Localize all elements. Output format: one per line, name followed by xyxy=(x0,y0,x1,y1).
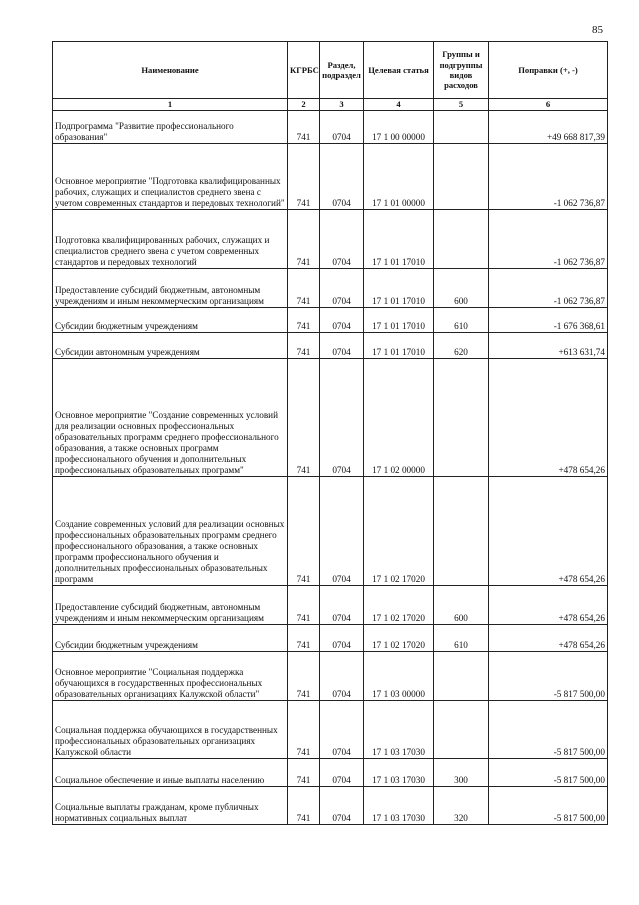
row-target: 17 1 03 00000 xyxy=(364,652,434,701)
row-kgrbs: 741 xyxy=(288,144,320,210)
row-name: Социальные выплаты гражданам, кроме публичных нормативных социальных выплат xyxy=(53,787,288,825)
table-row xyxy=(53,269,608,308)
row-kgrbs: 741 xyxy=(288,477,320,586)
row-amount: -5 817 500,00 xyxy=(489,652,608,701)
row-name: Подготовка квалифицированных рабочих, служащих и специалистов среднего звена с учетом современных стандартов и передовых технологий xyxy=(53,210,288,269)
table-row xyxy=(53,333,608,359)
table-row xyxy=(53,652,608,701)
row-name: Социальная поддержка обучающихся в государственных профессиональных образовательных организациях Калужской области xyxy=(53,701,288,759)
row-group: 610 xyxy=(434,625,489,652)
table-row xyxy=(53,759,608,787)
row-kgrbs: 741 xyxy=(288,701,320,759)
header-section: Раздел, подраздел xyxy=(320,42,364,99)
table-row xyxy=(53,625,608,652)
row-amount: -5 817 500,00 xyxy=(489,787,608,825)
row-kgrbs: 741 xyxy=(288,308,320,333)
row-target: 17 1 01 00000 xyxy=(364,144,434,210)
row-target: 17 1 01 17010 xyxy=(364,308,434,333)
row-amount: -1 062 736,87 xyxy=(489,269,608,308)
row-amount: +478 654,26 xyxy=(489,477,608,586)
row-name: Предоставление субсидий бюджетным, автономным учреждениям и иным некоммерческим организациям xyxy=(53,586,288,625)
row-target: 17 1 01 17010 xyxy=(364,333,434,359)
row-section: 0704 xyxy=(320,111,364,144)
row-kgrbs: 741 xyxy=(288,269,320,308)
column-number: 5 xyxy=(434,99,489,111)
row-amount: +49 668 817,39 xyxy=(489,111,608,144)
row-kgrbs: 741 xyxy=(288,210,320,269)
row-group xyxy=(434,652,489,701)
row-target: 17 1 02 17020 xyxy=(364,586,434,625)
column-number-row xyxy=(53,99,608,111)
row-section: 0704 xyxy=(320,210,364,269)
row-name: Субсидии бюджетным учреждениям xyxy=(53,625,288,652)
row-target: 17 1 02 17020 xyxy=(364,625,434,652)
row-section: 0704 xyxy=(320,269,364,308)
row-name: Субсидии бюджетным учреждениям xyxy=(53,308,288,333)
table-row xyxy=(53,477,608,586)
table-row xyxy=(53,586,608,625)
table-row xyxy=(53,144,608,210)
row-group xyxy=(434,210,489,269)
column-number: 1 xyxy=(53,99,288,111)
row-kgrbs: 741 xyxy=(288,586,320,625)
row-name: Подпрограмма "Развитие профессионального образования" xyxy=(53,111,288,144)
row-group xyxy=(434,111,489,144)
header-target: Целевая статья xyxy=(364,42,434,99)
row-amount: -5 817 500,00 xyxy=(489,759,608,787)
row-kgrbs: 741 xyxy=(288,787,320,825)
column-number: 2 xyxy=(288,99,320,111)
row-group: 620 xyxy=(434,333,489,359)
row-kgrbs: 741 xyxy=(288,652,320,701)
page-number: 85 xyxy=(592,24,603,36)
row-target: 17 1 03 17030 xyxy=(364,759,434,787)
table-row xyxy=(53,701,608,759)
row-group xyxy=(434,359,489,477)
column-number: 3 xyxy=(320,99,364,111)
row-section: 0704 xyxy=(320,787,364,825)
row-amount: +478 654,26 xyxy=(489,359,608,477)
row-kgrbs: 741 xyxy=(288,333,320,359)
column-number: 4 xyxy=(364,99,434,111)
row-target: 17 1 00 00000 xyxy=(364,111,434,144)
row-group: 600 xyxy=(434,269,489,308)
table-row xyxy=(53,111,608,144)
table-row xyxy=(53,787,608,825)
row-kgrbs: 741 xyxy=(288,359,320,477)
row-section: 0704 xyxy=(320,144,364,210)
row-amount: -1 062 736,87 xyxy=(489,144,608,210)
row-section: 0704 xyxy=(320,359,364,477)
row-name: Социальное обеспечение и иные выплаты населению xyxy=(53,759,288,787)
row-section: 0704 xyxy=(320,625,364,652)
row-group xyxy=(434,477,489,586)
row-name: Предоставление субсидий бюджетным, автономным учреждениям и иным некоммерческим организациям xyxy=(53,269,288,308)
row-group xyxy=(434,701,489,759)
row-amount: +478 654,26 xyxy=(489,586,608,625)
row-group xyxy=(434,144,489,210)
row-section: 0704 xyxy=(320,759,364,787)
table-row xyxy=(53,359,608,477)
header-kgrbs: КГРБС xyxy=(288,42,320,99)
row-section: 0704 xyxy=(320,477,364,586)
row-target: 17 1 02 00000 xyxy=(364,359,434,477)
row-kgrbs: 741 xyxy=(288,111,320,144)
row-section: 0704 xyxy=(320,308,364,333)
row-amount: -5 817 500,00 xyxy=(489,701,608,759)
row-target: 17 1 01 17010 xyxy=(364,210,434,269)
row-name: Основное мероприятие "Подготовка квалифицированных рабочих, служащих и специалистов среднего звена с учетом современных стандартов и передовых технологий" xyxy=(53,144,288,210)
row-kgrbs: 741 xyxy=(288,625,320,652)
row-amount: -1 062 736,87 xyxy=(489,210,608,269)
row-name: Основное мероприятие "Социальная поддержка обучающихся в государственных профессиональных образовательных организациях Калужской области" xyxy=(53,652,288,701)
header-row xyxy=(53,42,608,99)
row-group: 610 xyxy=(434,308,489,333)
row-target: 17 1 02 17020 xyxy=(364,477,434,586)
table-row xyxy=(53,210,608,269)
header-expense-group: Группы и подгруппы видов расходов xyxy=(434,42,489,99)
table-row xyxy=(53,308,608,333)
row-amount: +613 631,74 xyxy=(489,333,608,359)
row-target: 17 1 03 17030 xyxy=(364,787,434,825)
row-name: Субсидии автономным учреждениям xyxy=(53,333,288,359)
row-amount: +478 654,26 xyxy=(489,625,608,652)
header-amendments: Поправки (+, -) xyxy=(489,42,608,99)
row-name: Основное мероприятие "Создание современных условий для реализации основных профессиональных образовательных программ среднего профессионального образования, а также основных программ профессионального обучения и дополнительных профессиональных образовательных программ" xyxy=(53,359,288,477)
row-kgrbs: 741 xyxy=(288,759,320,787)
row-group: 600 xyxy=(434,586,489,625)
row-amount: -1 676 368,61 xyxy=(489,308,608,333)
column-number: 6 xyxy=(489,99,608,111)
budget-amendments-table xyxy=(52,41,608,825)
row-section: 0704 xyxy=(320,701,364,759)
row-group: 300 xyxy=(434,759,489,787)
row-section: 0704 xyxy=(320,586,364,625)
row-target: 17 1 03 17030 xyxy=(364,701,434,759)
row-name: Создание современных условий для реализации основных профессиональных образовательных программ среднего профессионального образования, а также основных программ профессионального обучения и дополнительных профессиональных образовательных программ xyxy=(53,477,288,586)
row-group: 320 xyxy=(434,787,489,825)
row-section: 0704 xyxy=(320,333,364,359)
row-target: 17 1 01 17010 xyxy=(364,269,434,308)
header-name: Наименование xyxy=(53,42,288,99)
row-section: 0704 xyxy=(320,652,364,701)
